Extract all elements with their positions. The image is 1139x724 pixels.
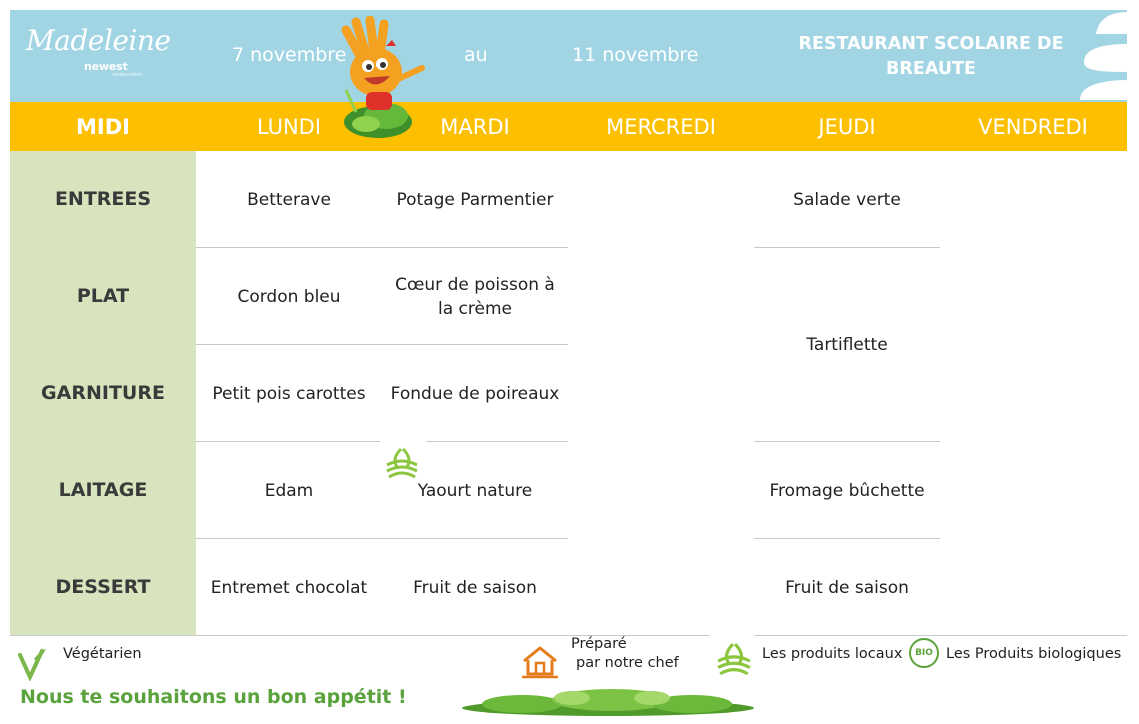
row-divider	[754, 538, 940, 539]
row-divider	[196, 538, 568, 539]
day-jeudi: JEUDI	[818, 115, 876, 139]
wave-decoration-icon	[1076, 10, 1128, 102]
madeleine-logo: Madeleine newest restauration	[26, 24, 171, 78]
row-divider	[754, 441, 940, 442]
meal-label: MIDI	[76, 115, 130, 139]
lundi-garniture: Petit pois carottes	[212, 383, 366, 404]
mardi-dessert: Fruit de saison	[413, 577, 537, 598]
category-dessert: DESSERT	[55, 576, 151, 598]
mardi-entree: Potage Parmentier	[396, 189, 554, 210]
day-mardi: MARDI	[440, 115, 510, 139]
restaurant-title: RESTAURANT SCOLAIRE DE BREAUTE	[798, 34, 1064, 79]
footer-message: Nous te souhaitons un bon appétit !	[20, 686, 407, 708]
chef-house-icon	[520, 645, 560, 679]
row-divider	[196, 441, 380, 442]
lundi-entree: Betterave	[247, 189, 331, 210]
legend-bio: Les Produits biologiques	[946, 646, 1122, 662]
local-field-icon	[716, 642, 752, 676]
date-from: 7 novembre	[232, 44, 347, 66]
legend-locaux: Les produits locaux	[762, 646, 903, 662]
category-garniture: GARNITURE	[41, 382, 165, 404]
row-divider	[196, 247, 568, 248]
mardi-laitage: Yaourt nature	[417, 480, 533, 501]
category-entrees: ENTREES	[54, 188, 152, 210]
table-bottom-line	[754, 635, 1127, 636]
legend-prepare-line1: Préparé	[571, 636, 627, 652]
lundi-dessert: Entremet chocolat	[210, 577, 368, 598]
mascot-icon	[326, 16, 438, 140]
date-separator: au	[464, 44, 488, 66]
date-to: 11 novembre	[572, 44, 699, 66]
lundi-laitage: Edam	[264, 480, 314, 501]
row-divider	[196, 344, 568, 345]
day-vendredi: VENDREDI	[978, 115, 1088, 139]
lettuce-decoration-icon	[462, 686, 754, 716]
category-plat: PLAT	[76, 285, 130, 307]
legend-vegetarien: Végétarien	[63, 646, 142, 662]
day-mercredi: MERCREDI	[606, 115, 716, 139]
row-divider	[754, 247, 940, 248]
jeudi-entree: Salade verte	[793, 189, 901, 210]
local-field-icon	[385, 447, 419, 479]
lundi-plat: Cordon bleu	[237, 286, 341, 307]
jeudi-dessert: Fruit de saison	[785, 577, 909, 598]
bio-icon: BIO	[909, 638, 939, 668]
jeudi-plat-garniture: Tartiflette	[806, 335, 888, 355]
legend-prepare-line2: par notre chef	[576, 655, 679, 671]
mardi-garniture: Fondue de poireaux	[390, 383, 560, 404]
category-laitage: LAITAGE	[58, 479, 148, 501]
row-divider	[426, 441, 568, 442]
vegetarian-icon	[16, 645, 48, 681]
day-lundi: LUNDI	[256, 115, 322, 139]
jeudi-laitage: Fromage bûchette	[769, 480, 925, 501]
mardi-plat: Cœur de poisson à la crème	[395, 274, 555, 319]
